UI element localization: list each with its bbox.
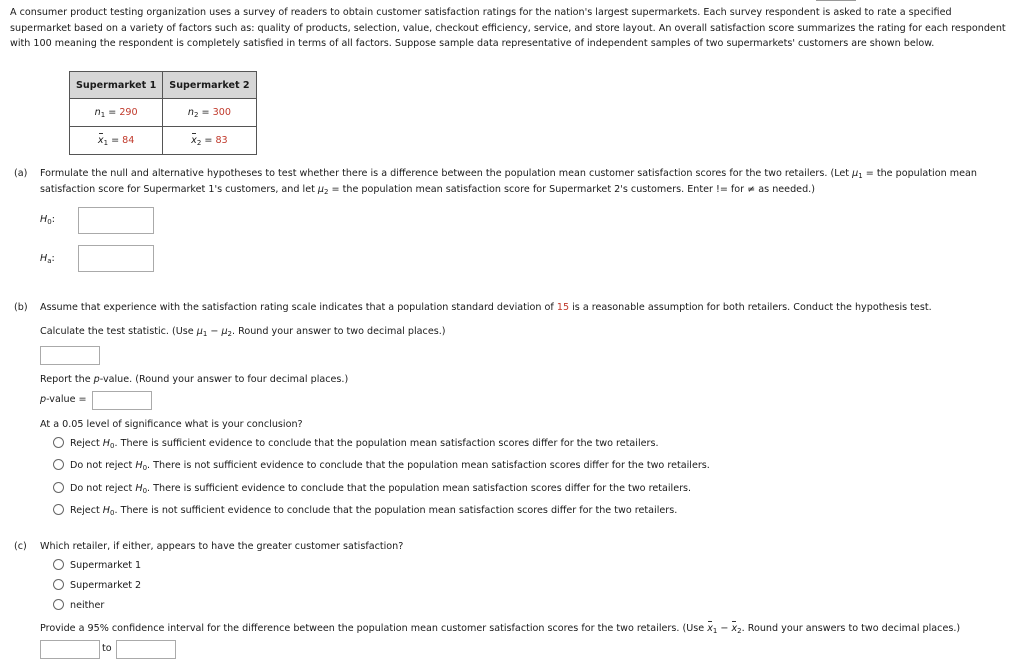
conclusion-option-3[interactable]: Do not reject $H_0$. There is sufficient evidence to conclude that the population mean satisfaction scores differ for the two retailers. bbox=[53, 482, 691, 495]
cell-x2: $x_2 = 83$ bbox=[163, 127, 256, 155]
radio-button[interactable] bbox=[53, 599, 64, 610]
radio-button[interactable] bbox=[53, 437, 64, 448]
radio-button[interactable] bbox=[53, 459, 64, 470]
conclusion-option-4[interactable]: Reject $H_0$. There is not sufficient evidence to conclude that the population mean satisfaction scores differ for the two retailers. bbox=[53, 504, 677, 517]
header-supermarket-1: Supermarket 1 bbox=[70, 72, 163, 99]
header-supermarket-2: Supermarket 2 bbox=[163, 72, 256, 99]
part-a-label: (a) bbox=[14, 168, 28, 179]
conclusion-option-2[interactable]: Do not reject $H_0$. There is not sufficient evidence to conclude that the population mean satisfaction scores differ for the two retailers. bbox=[53, 459, 710, 472]
p-value-prompt: Report the p-value. (Round your answer to four decimal places.) bbox=[40, 374, 349, 385]
radio-button[interactable] bbox=[53, 504, 64, 515]
part-a-text-line2: satisfaction score for Supermarket 1's customers, and let $\mu_2$ = the population mean satisfaction score for Supermarket 2's customers. Enter != for ≠ as needed.) bbox=[40, 184, 815, 196]
sample-data-table bbox=[69, 71, 257, 155]
retailer-option-3[interactable]: neither bbox=[53, 599, 104, 611]
part-b-text: Assume that experience with the satisfaction rating scale indicates that a population standard deviation of 15 is a reasonable assumption for both retailers. Conduct the hypothesis test. bbox=[40, 302, 932, 313]
ci-lower-input[interactable] bbox=[40, 640, 100, 659]
ha-input[interactable] bbox=[78, 245, 154, 272]
radio-button[interactable] bbox=[53, 482, 64, 493]
p-value-label: p-value = bbox=[40, 394, 87, 405]
ha-label: $H_a$: bbox=[40, 253, 55, 265]
part-c-question: Which retailer, if either, appears to have the greater customer satisfaction? bbox=[40, 541, 404, 552]
part-c-label: (c) bbox=[14, 541, 27, 552]
conclusion-question: At a 0.05 level of significance what is your conclusion? bbox=[40, 419, 303, 430]
problem-intro: A consumer product testing organization uses a survey of readers to obtain customer satisfaction ratings for the nation's largest supermarkets. Each survey respondent is asked to rate a specified supermarket based on a variety of factors such as: quality of products, selection, value, checkout efficiency, service, and store layout. An overall satisfaction score summarizes the rating for each respondent with 100 meaning the respondent is completely satisfied in terms of all factors. Suppose sample data representative of independent samples of two supermarkets' customers are shown below. bbox=[10, 7, 1006, 49]
part-a-text-line1: Formulate the null and alternative hypotheses to test whether there is a difference between the population mean customer satisfaction scores for the two retailers. (Let $\mu_1$ = the population mean bbox=[40, 168, 977, 180]
retailer-option-2[interactable]: Supermarket 2 bbox=[53, 579, 141, 591]
test-statistic-prompt: Calculate the test statistic. (Use $\mu_1 - \mu_2$. Round your answer to two decimal places.) bbox=[40, 326, 446, 338]
radio-button[interactable] bbox=[53, 579, 64, 590]
ci-to-label: to bbox=[102, 643, 112, 654]
h0-label: $H_0$: bbox=[40, 214, 55, 226]
retailer-option-1[interactable]: Supermarket 1 bbox=[53, 559, 141, 571]
cell-x1: $x_1 = 84$ bbox=[70, 127, 163, 155]
ci-upper-input[interactable] bbox=[116, 640, 176, 659]
confidence-interval-prompt: Provide a 95% confidence interval for the difference between the population mean customer satisfaction scores for the two retailers. (Use $x_1 - x_2$. Round your answers to two decimal places.) bbox=[40, 623, 961, 635]
h0-input[interactable] bbox=[78, 207, 154, 234]
test-statistic-input[interactable] bbox=[40, 346, 100, 365]
radio-button[interactable] bbox=[53, 559, 64, 570]
cell-n1: $n_1 = 290$ bbox=[70, 99, 163, 127]
conclusion-option-1[interactable]: Reject $H_0$. There is sufficient evidence to conclude that the population mean satisfaction scores differ for the two retailers. bbox=[53, 437, 659, 450]
cell-n2: $n_2 = 300$ bbox=[163, 99, 256, 127]
part-b-label: (b) bbox=[14, 302, 28, 313]
p-value-input[interactable] bbox=[92, 391, 152, 410]
